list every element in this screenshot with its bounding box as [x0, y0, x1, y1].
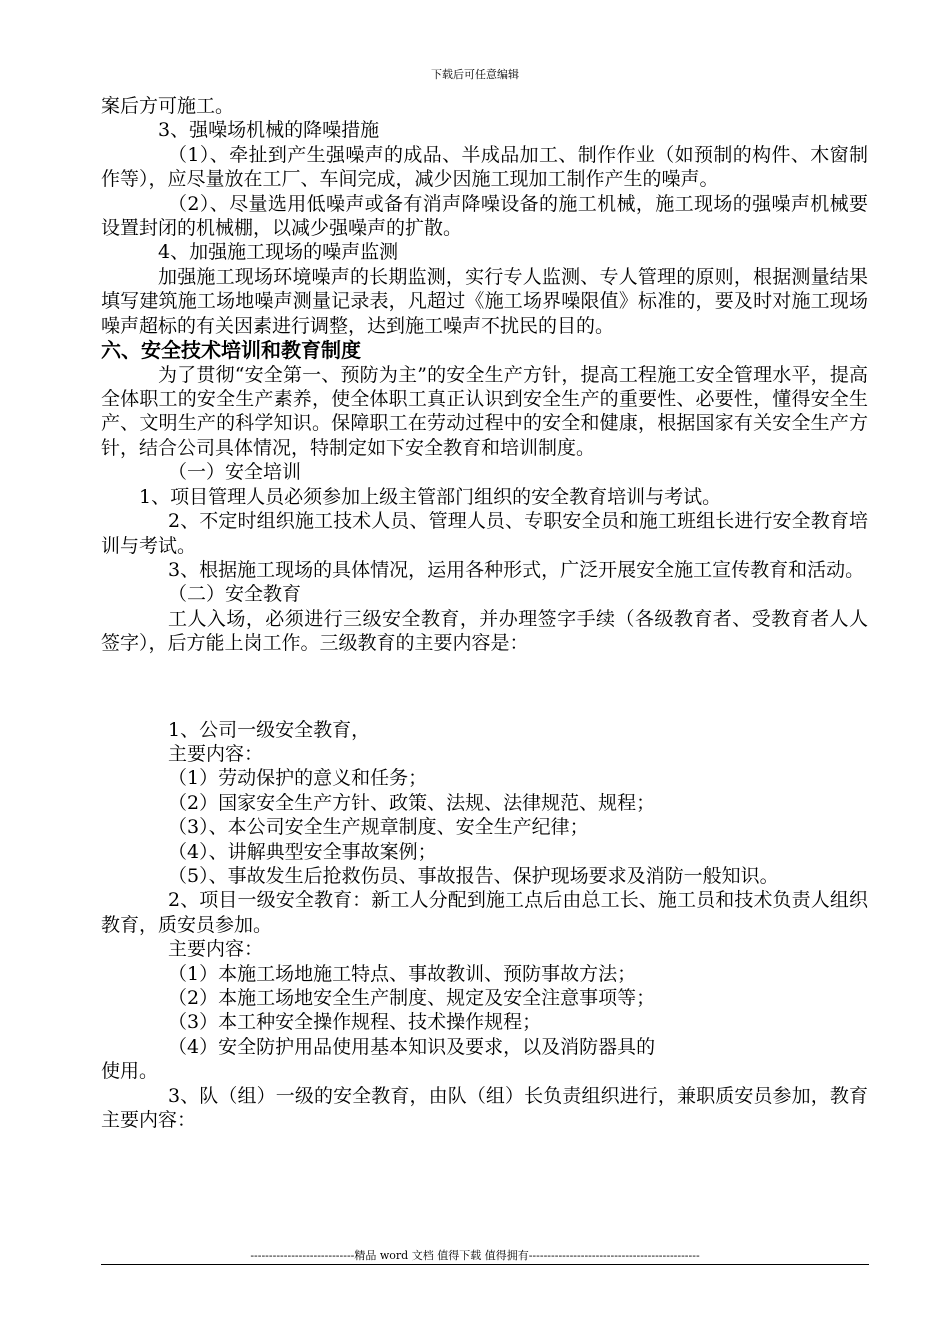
blank-line — [101, 675, 868, 699]
paragraph: （1）、牵扯到产生强噪声的成品、半成品加工、制作作业（如预制的构件、木窗制作等），应尽量放在工厂、车间完成，减少因施工现加工制作产生的噪声。 — [101, 143, 868, 191]
document-body — [101, 94, 868, 1132]
paragraph: 3、强噪场机械的降噪措施 — [158, 119, 380, 142]
page-footer: ----------------------------精品 word 文档 值得下载 值得拥有---------------------------------------------- — [250, 1249, 700, 1262]
paragraph: （1）本施工场地施工特点、事故教训、预防事故方法； — [168, 962, 637, 985]
paragraph: 1、项目管理人员必须参加上级主管部门组织的安全教育培训与考试。 — [139, 485, 722, 508]
paragraph: （2）、尽量选用低噪声或备有消声降噪设备的施工机械，施工现场的强噪声机械要设置封闭的机械棚，以减少强噪声的扩散。 — [101, 192, 868, 240]
paragraph: 主要内容： — [168, 938, 264, 961]
paragraph: （二）安全教育 — [168, 583, 302, 606]
paragraph: （4）、讲解典型安全事故案例； — [168, 840, 437, 863]
paragraph: （5）、事故发生后抢救伤员、事故报告、保护现场要求及消防一般知识。 — [168, 864, 779, 887]
paragraph: 工人入场，必须进行三级安全教育，并办理签字手续（各级教育者、受教育者人人签字），后方能上岗工作。三级教育的主要内容是： — [101, 607, 868, 655]
paragraph: 4、加强施工现场的噪声监测 — [158, 241, 399, 264]
paragraph: 2、项目一级安全教育：新工人分配到施工点后由总工长、施工员和技术负责人组织教育，质安员参加。 — [101, 889, 868, 936]
paragraph: （2）本施工场地安全生产制度、规定及安全注意事项等； — [168, 987, 656, 1009]
paragraph: （1）劳动保护的意义和任务； — [168, 767, 428, 790]
paragraph: 使用。 — [101, 1060, 159, 1083]
paragraph: 3、队（组）一级的安全教育，由队（组）长负责组织进行，兼职质安员参加，教育主要内容： — [101, 1084, 868, 1132]
paragraph: （3）本工种安全操作规程、技术操作规程； — [168, 1011, 542, 1034]
paragraph: 2、不定时组织施工技术人员、管理人员、专职安全员和施工班组长进行安全教育培训与考试。 — [101, 510, 868, 557]
paragraph: （3）、本公司安全生产规章制度、安全生产纪律； — [168, 816, 589, 839]
footer-rule — [101, 1264, 869, 1265]
section-heading: 六、安全技术培训和教育制度 — [101, 338, 361, 363]
paragraph: 加强施工现场环境噪声的长期监测，实行专人监测、专人管理的原则，根据测量结果填写建筑施工场地噪声测量记录表，凡超过《施工场界噪限值》标准的，要及时对施工现场噪声超标的有关因素进行调整，达到施工噪声不扰民的目的。 — [101, 265, 868, 337]
page-header: 下载后可任意编辑 — [431, 68, 519, 81]
paragraph: （一）安全培训 — [168, 461, 302, 484]
paragraph: （4）安全防护用品使用基本知识及要求，以及消防器具的 — [168, 1035, 656, 1058]
paragraph: 1、公司一级安全教育， — [168, 718, 371, 741]
paragraph: 3、根据施工现场的具体情况，运用各种形式，广泛开展安全施工宣传教育和活动。 — [168, 558, 865, 581]
paragraph: 为了贯彻“安全第一、预防为主”的安全生产方针，提高工程施工安全管理水平，提高全体职工的安全生产素养，使全体职工真正认识到安全生产的重要性、必要性，懂得安全生产、文明生产的科学知识。保障职工在劳动过程中的安全和健康，根据国家有关安全生产方针，结合公司具体情况，特制定如下安全教育和培训制度。 — [101, 363, 868, 459]
paragraph: 案后方可施工。 — [101, 95, 235, 117]
paragraph: 主要内容： — [168, 742, 264, 765]
paragraph: （2）国家安全生产方针、政策、法规、法律规范、规程； — [168, 791, 656, 814]
